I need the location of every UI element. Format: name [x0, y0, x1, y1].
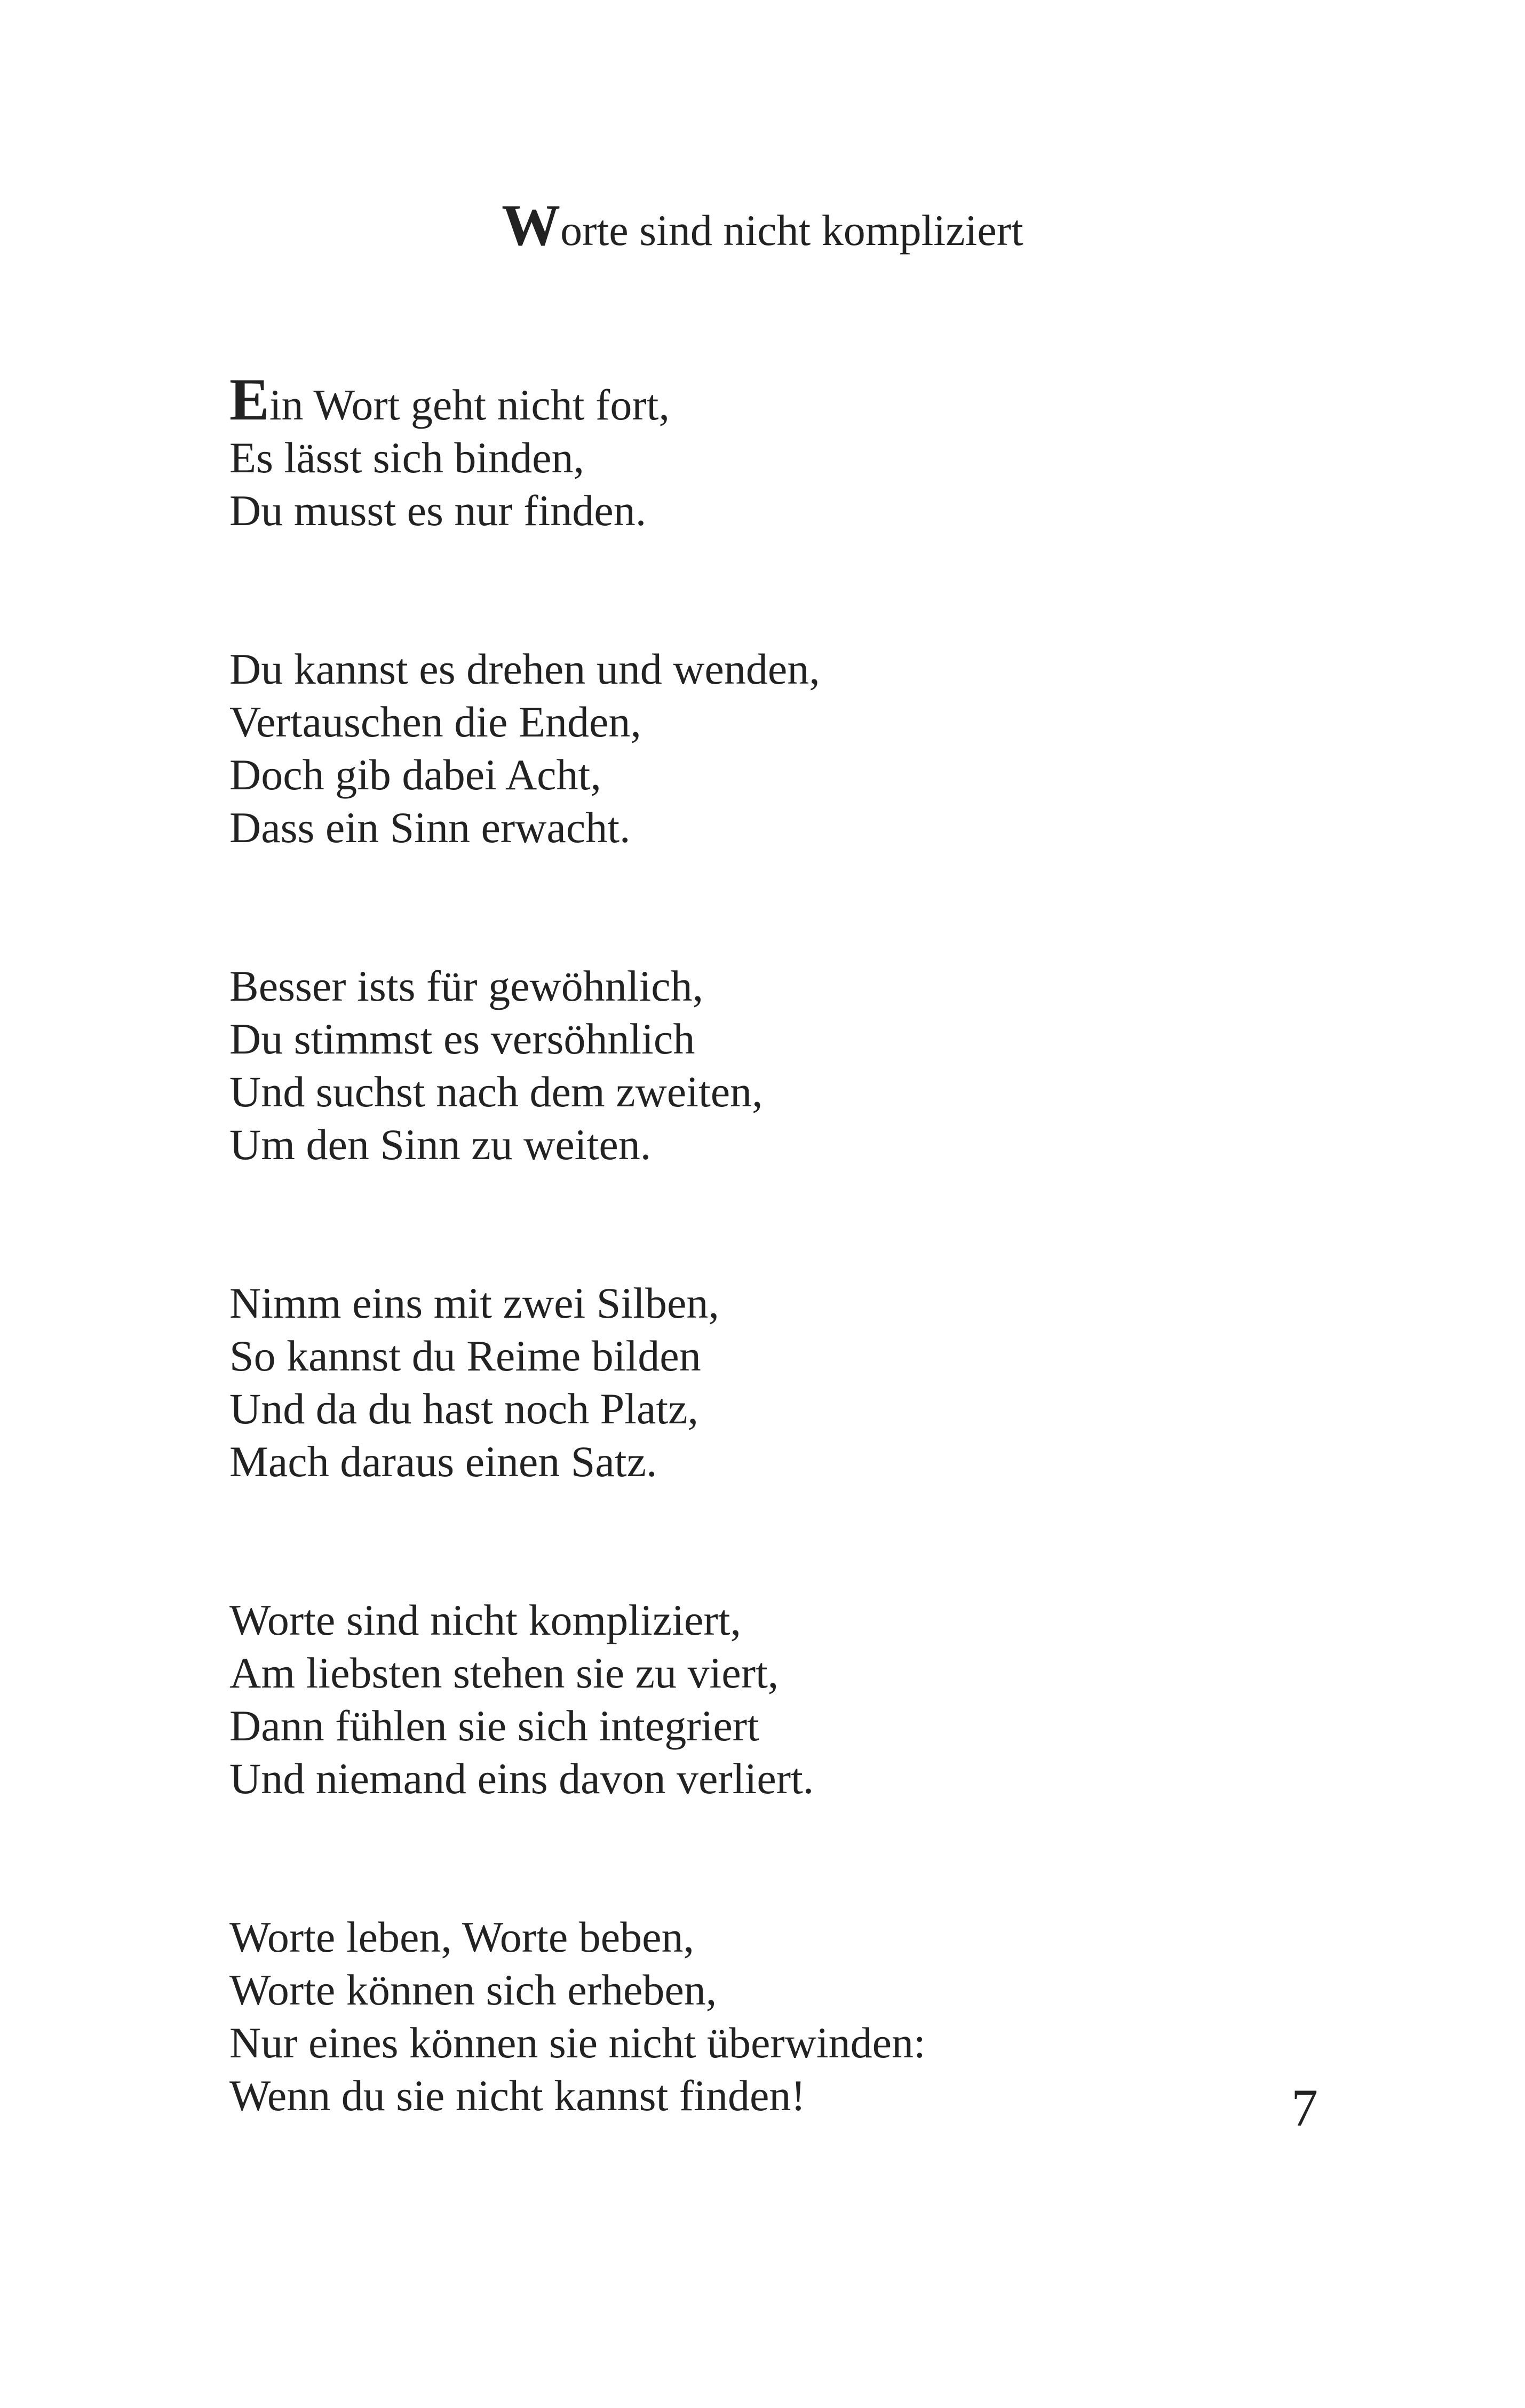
poem-line: Es lässt sich binden,	[229, 433, 585, 482]
page-number: 7	[1291, 2078, 1318, 2137]
stanza-1	[229, 367, 1350, 537]
poem-line: Und suchst nach dem zweiten,	[229, 1067, 763, 1116]
line-text: in Wort geht nicht fort,	[269, 381, 670, 429]
stanza-6	[229, 1911, 1350, 2122]
poem-line: Worte sind nicht kompliziert,	[229, 1596, 741, 1644]
poem-line: Besser ists für gewöhnlich,	[229, 962, 704, 1010]
stanza-5	[229, 1594, 1350, 1805]
poem-line	[229, 367, 1350, 433]
poem-title	[0, 193, 1525, 258]
poem-line: Dann fühlen sie sich integriert	[229, 1701, 759, 1750]
poem-line: Mach daraus einen Satz.	[229, 1437, 657, 1486]
title-initial: W	[502, 193, 561, 258]
stanza-2	[229, 643, 1350, 854]
poem-line: Wenn du sie nicht kannst finden!	[229, 2071, 806, 2120]
poem-body	[229, 367, 1350, 2228]
poem-line: Nur eines können sie nicht überwinden:	[229, 2018, 926, 2067]
poem-line: Und da du hast noch Platz,	[229, 1384, 699, 1433]
poem-line: Um den Sinn zu weiten.	[229, 1120, 652, 1169]
poem-line: Du musst es nur finden.	[229, 486, 647, 535]
poem-line: So kannst du Reime bilden	[229, 1332, 701, 1380]
poem-line: Nimm eins mit zwei Silben,	[229, 1279, 719, 1327]
poem-line: Doch gib dabei Acht,	[229, 750, 601, 799]
title-text: orte sind nicht kompliziert	[560, 206, 1023, 255]
poem-line: Du kannst es drehen und wenden,	[229, 645, 820, 693]
poem-line: Dass ein Sinn erwacht.	[229, 803, 631, 852]
poem-line: Du stimmst es versöhnlich	[229, 1015, 695, 1063]
poem-line: Worte leben, Worte beben,	[229, 1913, 695, 1961]
poem-line: Worte können sich erheben,	[229, 1966, 717, 2014]
poem-line: Am liebsten stehen sie zu viert,	[229, 1649, 779, 1697]
poem-line: Vertauschen die Enden,	[229, 698, 641, 746]
poem-line: Und niemand eins davon verliert.	[229, 1754, 814, 1803]
line-initial: E	[229, 367, 269, 433]
stanza-4	[229, 1277, 1350, 1488]
stanza-3	[229, 960, 1350, 1171]
